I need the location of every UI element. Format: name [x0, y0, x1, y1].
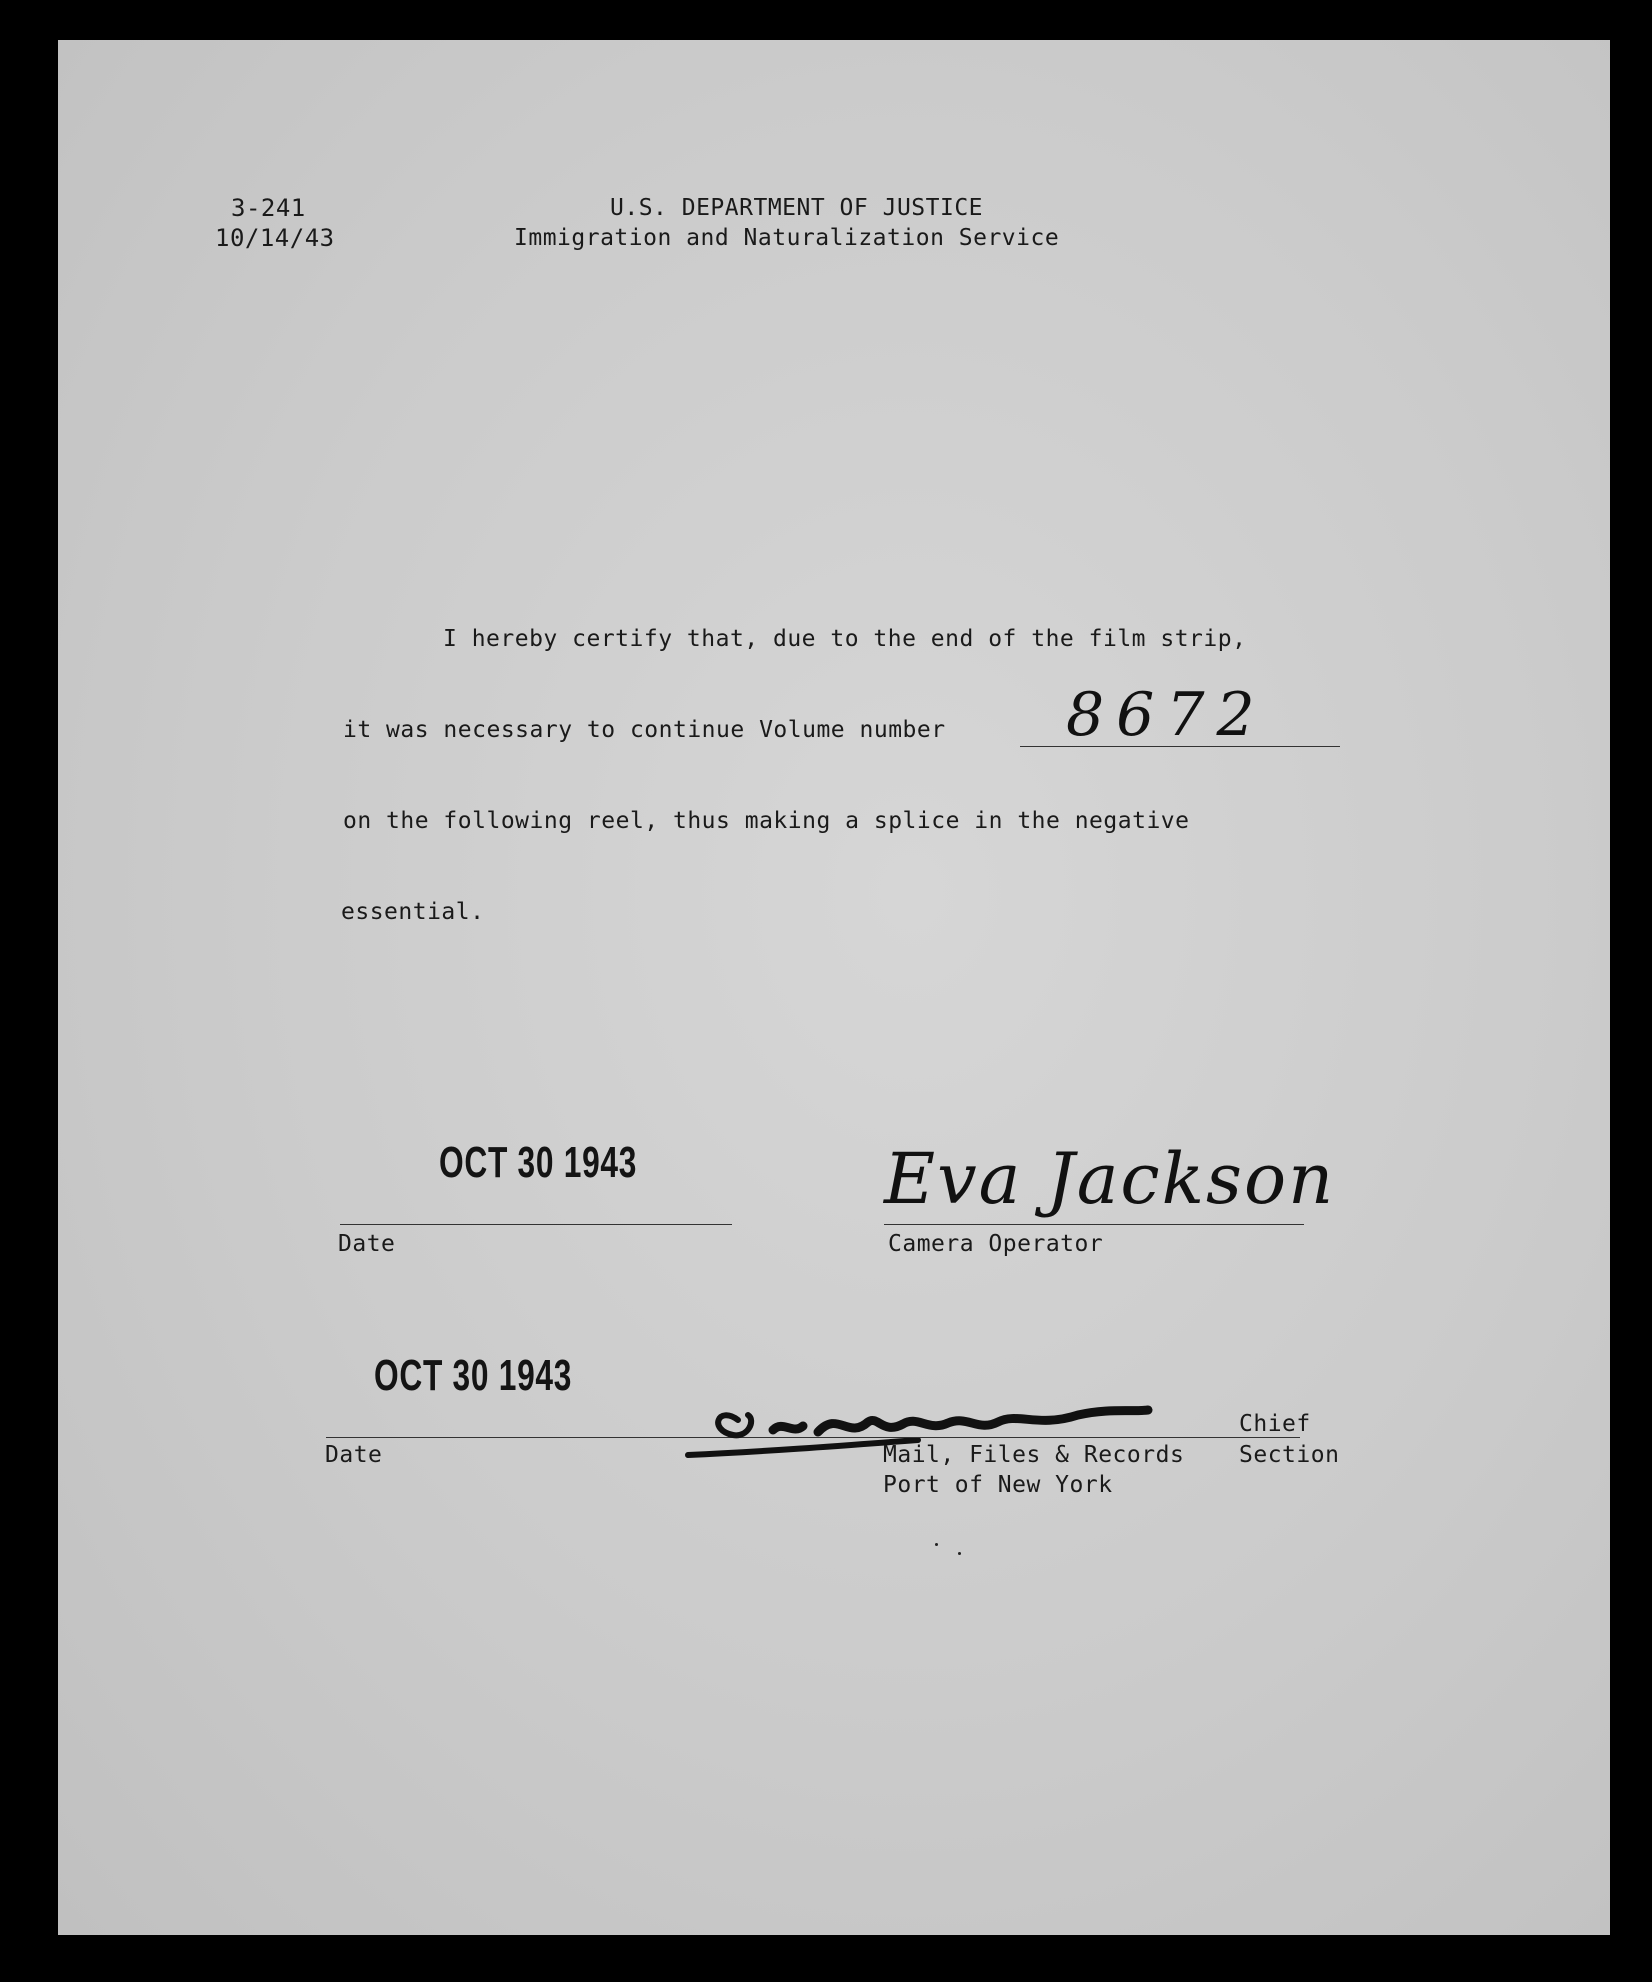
- service-heading: Immigration and Naturalization Service: [514, 225, 1060, 251]
- volume-number-handwritten: 8672: [1066, 680, 1267, 750]
- chief-date-stamp: OCT 30 1943: [374, 1351, 573, 1400]
- certify-line-4: essential.: [341, 899, 485, 925]
- camera-date-stamp: OCT 30 1943: [439, 1138, 638, 1187]
- camera-date-line: [340, 1224, 732, 1225]
- form-date: 10/14/43: [215, 224, 335, 252]
- chief-title-section: Section: [1239, 1442, 1340, 1468]
- paper-speck: [958, 1552, 961, 1555]
- certify-line-1: I hereby certify that, due to the end of the film strip,: [443, 626, 1247, 652]
- camera-date-label: Date: [338, 1231, 396, 1257]
- chief-title-line-2: Port of New York: [883, 1472, 1113, 1498]
- chief-title-line-1: Mail, Files & Records: [883, 1442, 1185, 1468]
- chief-title-word: Chief: [1239, 1411, 1311, 1437]
- form-code: 3-241: [231, 194, 306, 222]
- chief-date-label: Date: [325, 1442, 383, 1468]
- chief-signature-line: [746, 1437, 1300, 1438]
- camera-signature-line: [884, 1224, 1304, 1225]
- document-page: [58, 40, 1610, 1935]
- camera-operator-signature: Eva Jackson: [884, 1138, 1336, 1220]
- department-heading: U.S. DEPARTMENT OF JUSTICE: [610, 195, 984, 221]
- paper-speck: [935, 1543, 938, 1546]
- camera-operator-label: Camera Operator: [888, 1231, 1104, 1257]
- certify-line-2: it was necessary to continue Volume number: [343, 717, 946, 743]
- certify-line-3: on the following reel, thus making a splice in the negative: [343, 808, 1190, 834]
